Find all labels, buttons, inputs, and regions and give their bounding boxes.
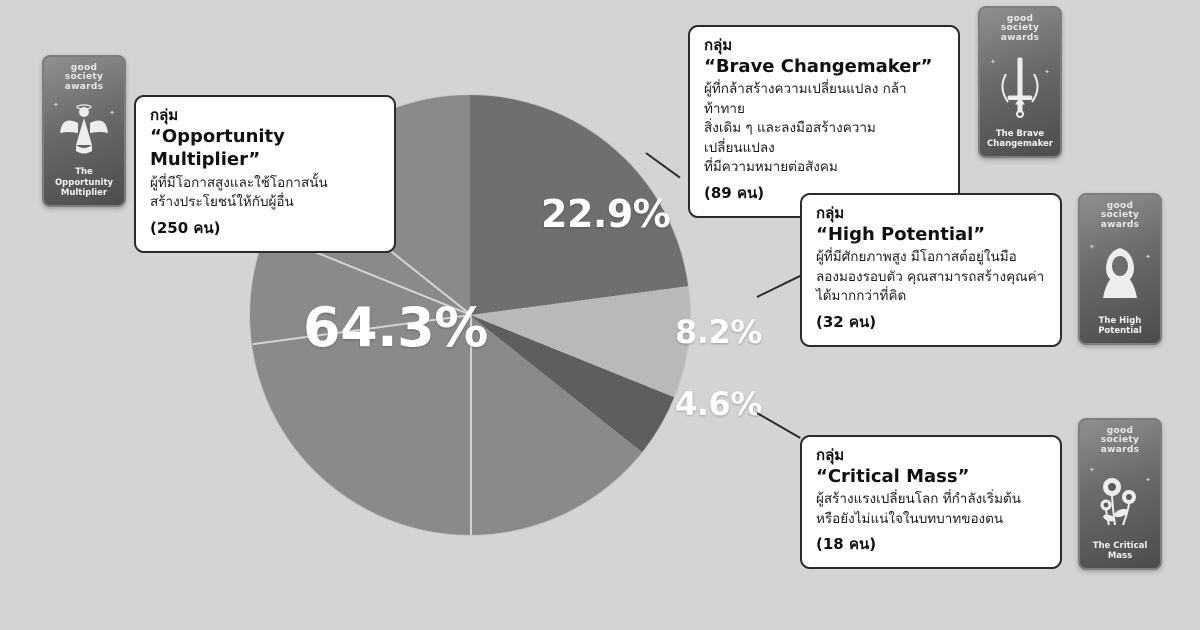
leader-line-high <box>757 275 801 298</box>
callout-desc-line-2: สร้างประโยชน์ให้กับผู้อื่น <box>150 194 294 211</box>
callout-desc-line-2: สิ่งเดิม ๆ และลงมือสร้างความเปลี่ยนแปลง <box>704 120 876 156</box>
slice-label-brave-changemaker: 22.9% <box>541 192 671 236</box>
callout-group-label: กลุ่ม <box>816 446 845 464</box>
callout-critical-mass <box>800 435 1062 569</box>
award-card-high-potential: good society awards The High Potential ✦ ✦ <box>1078 193 1162 345</box>
callout-desc-line-1: ผู้ที่มีศักยภาพสูง มีโอกาสต์อยู่ในมือ <box>816 249 1017 266</box>
slice-label-opportunity-multiplier: 64.3% <box>303 296 488 359</box>
card-caption: The Opportunity Multiplier <box>54 167 114 198</box>
callout-count: (250 คน) <box>150 218 221 237</box>
callout-desc-line-3: ได้มากกว่าที่คิด <box>816 288 907 305</box>
callout-count: (89 คน) <box>704 183 765 202</box>
good-society-awards-logo: good society awards <box>1000 14 1040 43</box>
award-card-opportunity-multiplier: good society awards The Opportunity Multiplier ✦ ✦ <box>42 55 126 207</box>
callout-name: “High Potential” <box>816 223 986 245</box>
callout-desc-line-1: ผู้ที่มีโอกาสสูงและใช้โอกาสนั้น <box>150 174 328 191</box>
callout-desc-line-2: ลองมองรอบตัว คุณสามารถสร้างคุณค่า <box>816 268 1045 285</box>
callout-desc-line-2: หรือยังไม่แน่ใจในบทบาทของตน <box>816 510 1004 527</box>
slice-label-critical-mass: 4.6% <box>675 385 762 423</box>
callout-desc-line-1: ผู้สร้างแรงเปลี่ยนโลก ที่กำลังเริ่มต้น <box>816 491 1021 508</box>
good-society-awards-logo: good society awards <box>1100 201 1140 230</box>
callout-name: “Opportunity Multiplier” <box>150 125 285 171</box>
card-caption: The Brave Changemaker <box>987 128 1053 149</box>
callout-group-label: กลุ่ม <box>704 36 733 54</box>
callout-name: “Brave Changemaker” <box>704 55 933 77</box>
award-card-critical-mass: good society awards The Critical Mass ✦ ✦ <box>1078 418 1162 570</box>
callout-high-potential <box>800 193 1062 347</box>
callout-opportunity-multiplier <box>134 95 396 253</box>
card-caption: The High Potential <box>1098 315 1142 336</box>
good-society-awards-logo: good society awards <box>64 63 104 92</box>
award-card-brave-changemaker: good society awards The Brave Changemaker ✦ ✦ <box>978 6 1062 158</box>
slice-label-high-potential: 8.2% <box>675 313 762 351</box>
callout-count: (32 คน) <box>816 312 877 331</box>
callout-count: (18 คน) <box>816 535 877 554</box>
callout-brave-changemaker <box>688 25 960 218</box>
callout-group-label: กลุ่ม <box>150 106 179 124</box>
callout-name: “Critical Mass” <box>816 465 970 487</box>
callout-desc-line-3: ที่มีความหมายต่อสังคม <box>704 159 838 176</box>
callout-desc-line-1: ผู้ที่กล้าสร้างความเปลี่ยนแปลง กล้าท้าทาย <box>704 81 907 117</box>
leader-line-critical <box>757 412 801 439</box>
sword-icon <box>980 43 1060 128</box>
good-society-awards-logo: good society awards <box>1100 426 1140 455</box>
callout-group-label: กลุ่ม <box>816 204 845 222</box>
card-caption: The Critical Mass <box>1092 540 1148 561</box>
